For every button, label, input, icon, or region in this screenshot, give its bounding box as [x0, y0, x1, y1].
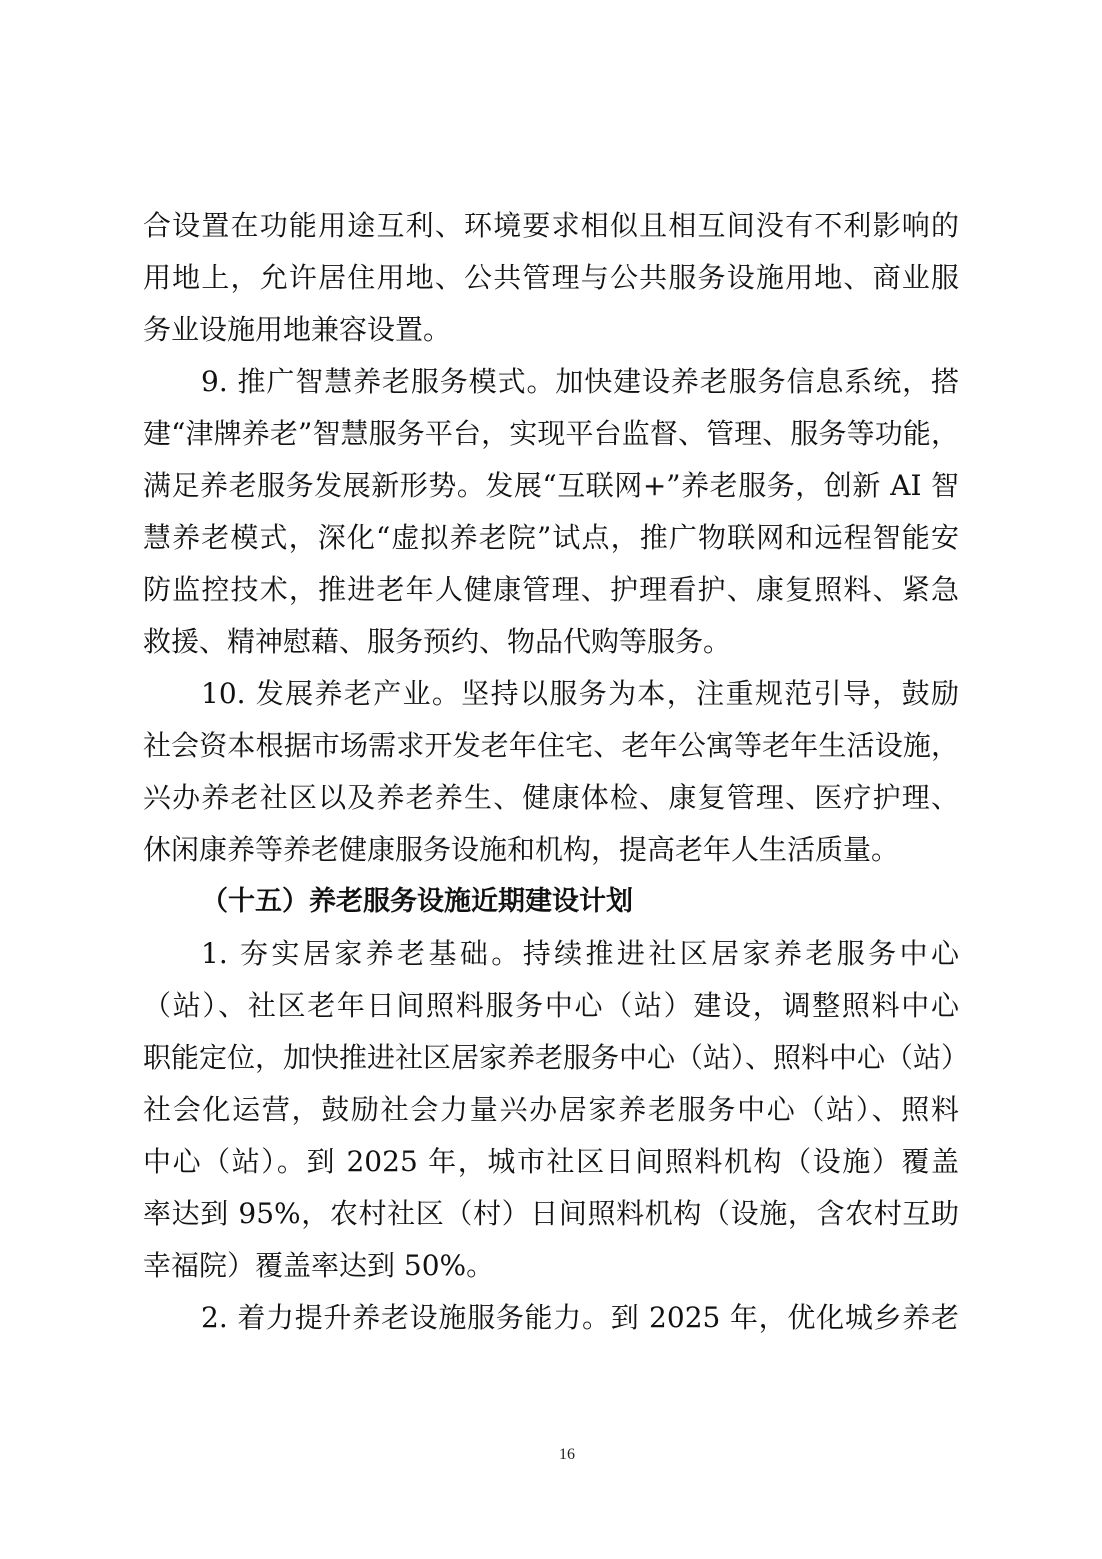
paragraph-line: 救援、精神慰藉、服务预约、物品代购等服务。	[143, 625, 732, 658]
item-10-line: 10. 发展养老产业。坚持以服务为本，注重规范引导，鼓励	[201, 677, 959, 710]
paragraph-line: 社会资本根据市场需求开发老年住宅、老年公寓等老年生活设施，	[143, 729, 959, 762]
paragraph-line: 率达到 95%，农村社区（村）日间照料机构（设施，含农村互助	[143, 1197, 959, 1230]
section-heading: （十五）养老服务设施近期建设计划	[201, 886, 633, 917]
paragraph-line: 务业设施用地兼容设置。	[143, 313, 452, 346]
paragraph-line: 建“津牌养老”智慧服务平台，实现平台监督、管理、服务等功能，	[143, 417, 959, 450]
paragraph-line: 中心（站）。到 2025 年，城市社区日间照料机构（设施）覆盖	[143, 1145, 959, 1178]
paragraph-line: （站）、社区老年日间照料服务中心（站）建设，调整照料中心	[143, 989, 959, 1022]
paragraph-line: 合设置在功能用途互利、环境要求相似且相互间没有不利影响的	[143, 209, 959, 242]
page-number: 16	[559, 1446, 575, 1463]
paragraph-line: 用地上，允许居住用地、公共管理与公共服务设施用地、商业服	[143, 261, 959, 294]
paragraph-line: 满足养老服务发展新形势。发展“互联网+”养老服务，创新 AI 智	[143, 469, 959, 502]
item-9-line: 9. 推广智慧养老服务模式。加快建设养老服务信息系统，搭	[201, 365, 959, 398]
paragraph-line: 职能定位，加快推进社区居家养老服务中心（站）、照料中心（站）	[143, 1041, 970, 1074]
paragraph-line: 社会化运营，鼓励社会力量兴办居家养老服务中心（站）、照料	[143, 1093, 959, 1126]
item-2-line: 2. 着力提升养老设施服务能力。到 2025 年，优化城乡养老	[201, 1301, 959, 1334]
paragraph-line: 休闲康养等养老健康服务设施和机构，提高老年人生活质量。	[143, 833, 900, 866]
paragraph-line: 兴办养老社区以及养老养生、健康体检、康复管理、医疗护理、	[143, 781, 959, 814]
paragraph-line: 幸福院）覆盖率达到 50%。	[143, 1249, 495, 1282]
item-1-line: 1. 夯实居家养老基础。持续推进社区居家养老服务中心	[201, 937, 959, 970]
paragraph-line: 防监控技术，推进老年人健康管理、护理看护、康复照料、紧急	[143, 573, 959, 606]
document-body	[143, 200, 970, 1344]
paragraph-line: 慧养老模式，深化“虚拟养老院”试点，推广物联网和远程智能安	[143, 521, 959, 554]
